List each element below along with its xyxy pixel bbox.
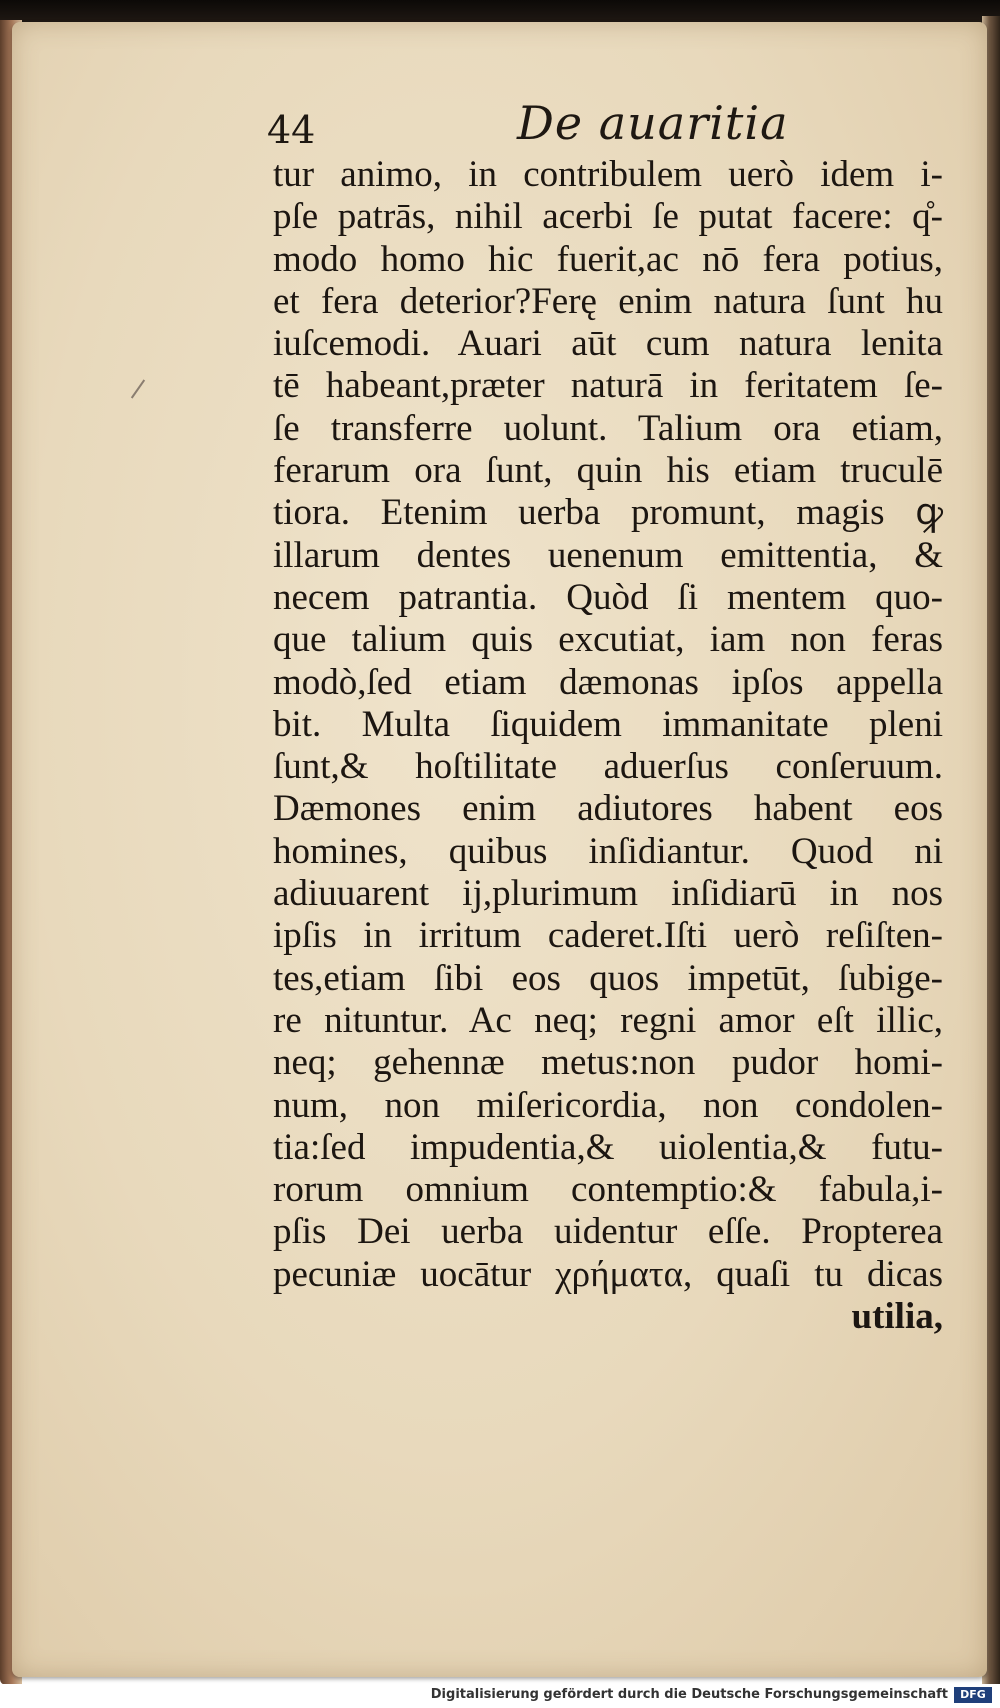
text-line: ſunt,& hoſtilitate aduerſus conſeruum. <box>273 746 943 788</box>
text-line: pſis Dei uerba uidentur eſſe. Propterea <box>273 1211 943 1253</box>
text-line: pſe patrās, nihil acerbi ſe putat facere: q̊- <box>273 196 943 238</box>
text-line: re nituntur. Ac neq; regni amor eſt illic, <box>273 999 943 1041</box>
text-line: que talium quis excutiat, iam non feras <box>273 619 943 661</box>
text-line: adiuuarent ij,plurimum inſidiarū in nos <box>273 873 943 915</box>
text-line: et fera deterior?Ferę enim natura ſunt hu <box>273 280 943 322</box>
text-line: iuſcemodi. Auari aūt cum natura lenita <box>273 323 943 365</box>
text-line: num, non miſericordia, non condolen- <box>273 1084 943 1126</box>
text-line: modò,ſed etiam dæmonas ipſos appella <box>273 661 943 703</box>
text-line: tia:ſed impudentia,& uiolentia,& futu- <box>273 1126 943 1168</box>
digitization-credit: Digitalisierung gefördert durch die Deutsche Forschungsgemeinschaft <box>430 1687 948 1702</box>
text-line: homines, quibus inſidiantur. Quod ni <box>273 830 943 872</box>
text-line: ſe transferre uolunt. Talium ora etiam, <box>273 407 943 449</box>
text-line: tiora. Etenim uerba promunt, magis ꝙ <box>273 492 943 534</box>
text-line: tur animo, in contribulem uerò idem i- <box>273 154 943 195</box>
footer-bar <box>0 1684 1000 1708</box>
text-line: illarum dentes uenenum emittentia, & <box>273 534 943 576</box>
text-line: modo homo hic fuerit,ac nō fera potius, <box>273 238 943 280</box>
text-line: rorum omnium contemptio:& fabula,i- <box>273 1169 943 1211</box>
body-text <box>273 154 943 1338</box>
text-line: pecuniæ uocātur χρήματα, quaſi tu dicas <box>273 1253 943 1295</box>
catchword: utilia, <box>851 1296 943 1338</box>
text-line: neq; gehennæ metus:non pudor homi- <box>273 1042 943 1084</box>
text-line: bit. Multa ſiquidem immanitate pleni <box>273 703 943 745</box>
text-line: tes,etiam ſibi eos quos impetūt, ſubige- <box>273 957 943 999</box>
text-line: tē habeant,præter naturā in feritatem ſe- <box>273 365 943 407</box>
text-line: ferarum ora ſunt, quin his etiam truculē <box>273 450 943 492</box>
text-line: necem patrantia. Quòd ſi mentem quo- <box>273 576 943 618</box>
dfg-logo: DFG <box>954 1687 992 1703</box>
running-head: De auaritia <box>517 96 789 150</box>
text-line: ipſis in irritum caderet.Iſti uerò reſiſten- <box>273 915 943 957</box>
page-number: 44 <box>267 108 316 152</box>
text-line: Dæmones enim adiutores habent eos <box>273 788 943 830</box>
